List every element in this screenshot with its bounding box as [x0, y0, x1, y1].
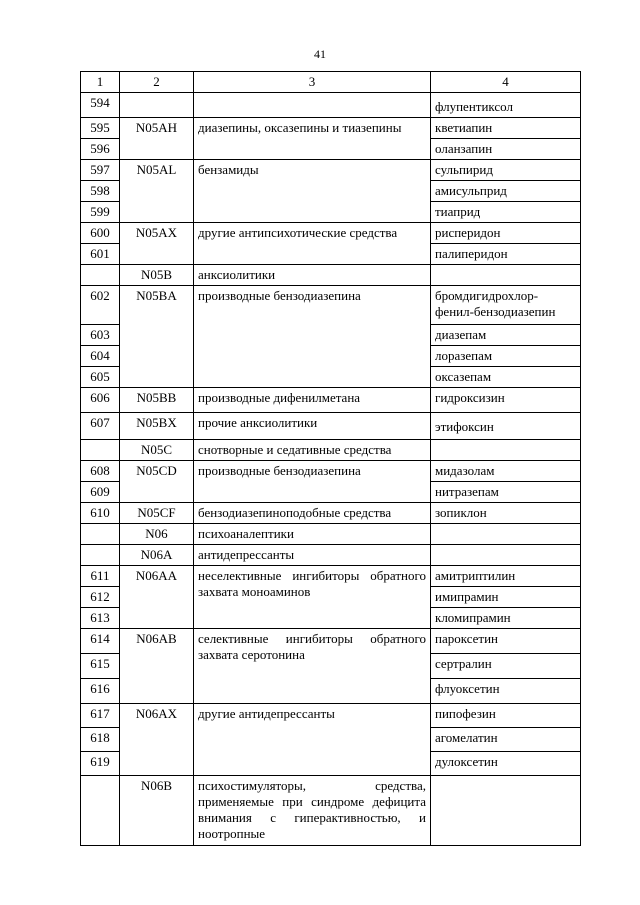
drug-name: сульпирид [431, 160, 581, 181]
drug-classification-table [80, 71, 581, 846]
table-row [81, 566, 581, 587]
table-row [81, 286, 581, 325]
drug-name: кветиапин [431, 118, 581, 139]
drug-name: дулоксетин [431, 752, 581, 776]
column-header: 4 [431, 72, 581, 93]
column-header: 3 [194, 72, 431, 93]
drug-name: пароксетин [431, 629, 581, 654]
group-description: неселективные ингибиторы обратного захвата моноаминов [194, 566, 431, 629]
atc-code: N05B [120, 265, 194, 286]
column-header: 1 [81, 72, 120, 93]
drug-name: мидазолам [431, 461, 581, 482]
row-number: 614 [81, 629, 120, 654]
row-number: 613 [81, 608, 120, 629]
table-row [81, 118, 581, 139]
group-description: психоаналептики [194, 524, 431, 545]
table-row [81, 704, 581, 728]
row-number [81, 265, 120, 286]
drug-name: оксазепам [431, 367, 581, 388]
row-number: 597 [81, 160, 120, 181]
drug-name: тиаприд [431, 202, 581, 223]
drug-name: гидроксизин [431, 388, 581, 413]
atc-code: N06AX [120, 704, 194, 776]
drug-name: диазепам [431, 325, 581, 346]
atc-code: N05CF [120, 503, 194, 524]
drug-name: флупентиксол [431, 93, 581, 118]
atc-code: N06A [120, 545, 194, 566]
atc-code: N06B [120, 776, 194, 846]
row-number: 600 [81, 223, 120, 244]
atc-code: N05BB [120, 388, 194, 413]
group-description: бензамиды [194, 160, 431, 223]
column-header: 2 [120, 72, 194, 93]
table-row [81, 524, 581, 545]
row-number: 604 [81, 346, 120, 367]
row-number: 612 [81, 587, 120, 608]
table-row [81, 223, 581, 244]
drug-name [431, 776, 581, 846]
atc-code: N05AL [120, 160, 194, 223]
group-description: прочие анксиолитики [194, 413, 431, 440]
drug-name: агомелатин [431, 728, 581, 752]
row-number: 616 [81, 679, 120, 704]
group-description: производные дифенилметана [194, 388, 431, 413]
row-number: 611 [81, 566, 120, 587]
group-description: антидепрессанты [194, 545, 431, 566]
row-number: 610 [81, 503, 120, 524]
row-number [81, 545, 120, 566]
drug-name: палиперидон [431, 244, 581, 265]
table-row [81, 629, 581, 654]
drug-name: флуоксетин [431, 679, 581, 704]
table-row [81, 413, 581, 440]
drug-name: пипофезин [431, 704, 581, 728]
row-number: 618 [81, 728, 120, 752]
row-number [81, 524, 120, 545]
row-number: 599 [81, 202, 120, 223]
group-description: производные бензодиазепина [194, 286, 431, 388]
drug-name: зопиклон [431, 503, 581, 524]
table-header-row [81, 72, 581, 93]
page-number: 41 [314, 47, 326, 61]
row-number: 601 [81, 244, 120, 265]
atc-code: N05BA [120, 286, 194, 388]
atc-code: N05C [120, 440, 194, 461]
row-number: 617 [81, 704, 120, 728]
atc-code: N06AB [120, 629, 194, 704]
row-number: 608 [81, 461, 120, 482]
drug-name: амитриптилин [431, 566, 581, 587]
drug-name [431, 265, 581, 286]
drug-name: сертралин [431, 654, 581, 679]
row-number: 619 [81, 752, 120, 776]
group-description: диазепины, оксазепины и тиазепины [194, 118, 431, 160]
atc-code: N05BX [120, 413, 194, 440]
atc-code [120, 93, 194, 118]
table-row [81, 461, 581, 482]
atc-code: N06 [120, 524, 194, 545]
row-number: 609 [81, 482, 120, 503]
table-row [81, 265, 581, 286]
drug-name [431, 545, 581, 566]
group-description: селективные ингибиторы обратного захвата серотонина [194, 629, 431, 704]
group-description: производные бензодиазепина [194, 461, 431, 503]
group-description: бензодиазепиноподобные средства [194, 503, 431, 524]
group-description: другие антидепрессанты [194, 704, 431, 776]
row-number: 595 [81, 118, 120, 139]
group-description [194, 93, 431, 118]
group-description: анксиолитики [194, 265, 431, 286]
table-row [81, 93, 581, 118]
row-number: 598 [81, 181, 120, 202]
drug-name [431, 440, 581, 461]
row-number: 603 [81, 325, 120, 346]
drug-name: рисперидон [431, 223, 581, 244]
row-number [81, 440, 120, 461]
drug-name: нитразепам [431, 482, 581, 503]
group-description: другие антипсихотические средства [194, 223, 431, 265]
row-number: 594 [81, 93, 120, 118]
table-row [81, 440, 581, 461]
group-description: психостимуляторы, средства, применяемые при синдроме дефицита внимания с гиперактивностью, и ноотропные [194, 776, 431, 846]
drug-name [431, 524, 581, 545]
table-row [81, 388, 581, 413]
table-row [81, 545, 581, 566]
drug-name: имипрамин [431, 587, 581, 608]
group-description: снотворные и седативные средства [194, 440, 431, 461]
table-row [81, 776, 581, 846]
row-number: 602 [81, 286, 120, 325]
drug-name: кломипрамин [431, 608, 581, 629]
drug-name: бромдигидрохлор-фенил-бензодиазепин [431, 286, 581, 325]
drug-name: амисульприд [431, 181, 581, 202]
drug-name: этифоксин [431, 413, 581, 440]
row-number: 606 [81, 388, 120, 413]
atc-code: N05AH [120, 118, 194, 160]
row-number: 615 [81, 654, 120, 679]
drug-name: лоразепам [431, 346, 581, 367]
atc-code: N05AX [120, 223, 194, 265]
table-row [81, 503, 581, 524]
atc-code: N05CD [120, 461, 194, 503]
row-number [81, 776, 120, 846]
row-number: 607 [81, 413, 120, 440]
atc-code: N06AA [120, 566, 194, 629]
table-row [81, 160, 581, 181]
row-number: 596 [81, 139, 120, 160]
row-number: 605 [81, 367, 120, 388]
drug-name: оланзапин [431, 139, 581, 160]
